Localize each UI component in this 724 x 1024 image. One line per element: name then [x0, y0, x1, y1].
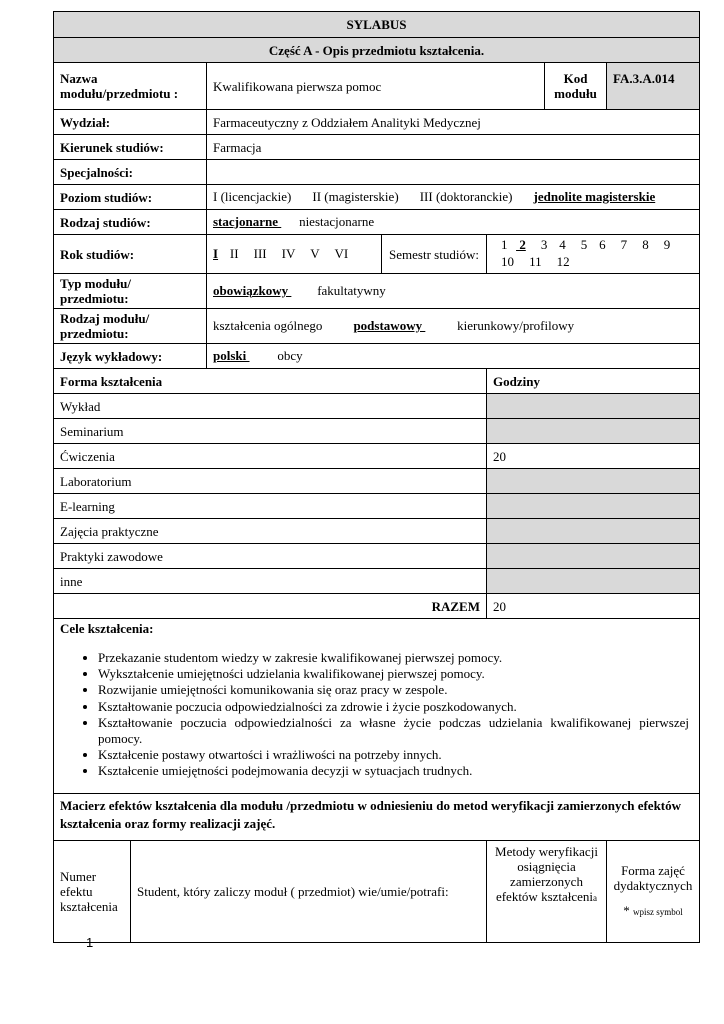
- hours-row-value: [487, 519, 700, 544]
- syllabus-table: [53, 11, 700, 943]
- module-code-label: Kod modułu: [545, 63, 607, 110]
- hours-row-value: [487, 569, 700, 594]
- level-label: Poziom studiów:: [54, 185, 207, 210]
- hours-row-form: Praktyki zawodowe: [54, 544, 487, 569]
- matrix-col-number: Numer efektu kształcenia: [54, 841, 131, 943]
- field-value: Farmacja: [207, 135, 700, 160]
- language-options: [207, 344, 700, 369]
- goal-item: • Przekazanie studentom wiedzy w zakresie kwalifikowanej pierwszej pomocy.: [98, 650, 693, 666]
- module-name-label: Nazwa modułu/przedmiotu :: [54, 63, 207, 110]
- module-kind-option: kształcenia ogólnego: [213, 317, 326, 333]
- syllabus-sheet: [53, 11, 699, 943]
- page-number: 1: [86, 935, 94, 950]
- module-kind-label: Rodzaj modułu/ przedmiotu:: [54, 309, 207, 344]
- module-type-options: [207, 274, 700, 309]
- hours-row-value: [487, 419, 700, 444]
- level-option-selected: jednolite magisterskie: [498, 188, 620, 204]
- goal-item: • Wykształcenie umiejętności udzielania kwalifikowanej pierwszej pomocy.: [98, 666, 693, 682]
- matrix-col-student: Student, który zaliczy moduł ( przedmiot) wie/umie/potrafi:: [131, 841, 487, 943]
- module-type-option: fakultatywny: [305, 282, 378, 298]
- hours-row-form: Laboratorium: [54, 469, 487, 494]
- module-kind-options: [207, 309, 700, 344]
- goal-item: • Rozwijanie umiejętności komunikowania się oraz pracy w zespole.: [98, 682, 693, 698]
- section-title: Część A - Opis przedmiotu kształcenia.: [54, 38, 700, 63]
- hours-total-label: RAZEM: [54, 594, 487, 619]
- matrix-title: Macierz efektów kształcenia dla modułu /przedmiotu w odniesieniu do metod weryfikacji zamierzonych efektów kształcenia oraz formy realizacji zajęć.: [54, 794, 700, 841]
- language-option: obcy: [265, 347, 295, 363]
- goal-item: • Kształtowanie poczucia odpowiedzialności za zdrowie i życie poszkodowanych.: [98, 699, 693, 715]
- level-options: [207, 185, 700, 210]
- specialties-label: Specjalności:: [54, 160, 207, 185]
- sheet-title: SYLABUS: [54, 12, 700, 38]
- hours-col-hours: Godziny: [487, 369, 700, 394]
- goals-section: [54, 619, 700, 794]
- hours-row-value: [487, 544, 700, 569]
- study-type-label: Rodzaj studiów:: [54, 210, 207, 235]
- goals-list: [98, 650, 693, 780]
- module-name-value: Kwalifikowana pierwsza pomoc: [207, 63, 545, 110]
- module-type-option-selected: obowiązkowy: [213, 282, 292, 298]
- hours-row-form: Wykład: [54, 394, 487, 419]
- hours-row-value: [487, 469, 700, 494]
- goal-item: • Kształtowanie poczucia odpowiedzialności za własne życie podczas udzielania kwalifikowanej pierwszej pomocy.: [98, 715, 693, 747]
- module-kind-option-selected: podstawowy: [341, 317, 414, 333]
- hours-col-form: Forma kształcenia: [54, 369, 487, 394]
- hours-row-value: 20: [487, 444, 700, 469]
- language-label: Język wykładowy:: [54, 344, 207, 369]
- year-options: I II III IV V VI: [207, 235, 382, 274]
- goal-item: • Kształcenie umiejętności podejmowania decyzji w sytuacjach trudnych.: [98, 763, 693, 779]
- module-kind-option: kierunkowy/profilowy: [433, 317, 554, 333]
- hours-row-form: Seminarium: [54, 419, 487, 444]
- study-type-option: niestacjonarne: [287, 213, 366, 229]
- goal-item: • Kształcenie postawy otwartości i wrażliwości na potrzeby innych.: [98, 747, 693, 763]
- specialties-value: [207, 160, 700, 185]
- module-code-value: FA.3.A.014: [607, 63, 700, 110]
- hours-row-form: Zajęcia praktyczne: [54, 519, 487, 544]
- hours-row-form: E-learning: [54, 494, 487, 519]
- module-type-label: Typ modułu/ przedmiotu:: [54, 274, 207, 309]
- hours-row-form: Ćwiczenia: [54, 444, 487, 469]
- hours-row-form: inne: [54, 569, 487, 594]
- matrix-col-form: Forma zajęć dydaktycznych * wpisz symbol: [607, 841, 700, 943]
- hours-row-value: [487, 394, 700, 419]
- semester-options: 1 2 3 4 5 6 7 8 9 10 11 12: [487, 235, 700, 274]
- goals-title: Cele kształcenia:: [60, 621, 154, 636]
- level-option: III (doktoranckie): [396, 188, 493, 204]
- year-label: Rok studiów:: [54, 235, 207, 274]
- study-type-option-selected: stacjonarne: [213, 213, 282, 229]
- hours-total-value: 20: [487, 594, 700, 619]
- language-option-selected: polski: [213, 347, 250, 363]
- faculty-value: Farmaceutyczny z Oddziałem Analityki Medycznej: [207, 110, 700, 135]
- level-option: I (licencjackie): [213, 188, 295, 204]
- faculty-label: Wydział:: [54, 110, 207, 135]
- field-label: Kierunek studiów:: [54, 135, 207, 160]
- hours-row-value: [487, 494, 700, 519]
- matrix-col-methods: Metody weryfikacji osiągnięcia zamierzonych efektów kształcenia: [487, 841, 607, 943]
- semester-label: Semestr studiów:: [382, 235, 487, 274]
- level-option: II (magisterskie): [300, 188, 391, 204]
- study-type-options: [207, 210, 700, 235]
